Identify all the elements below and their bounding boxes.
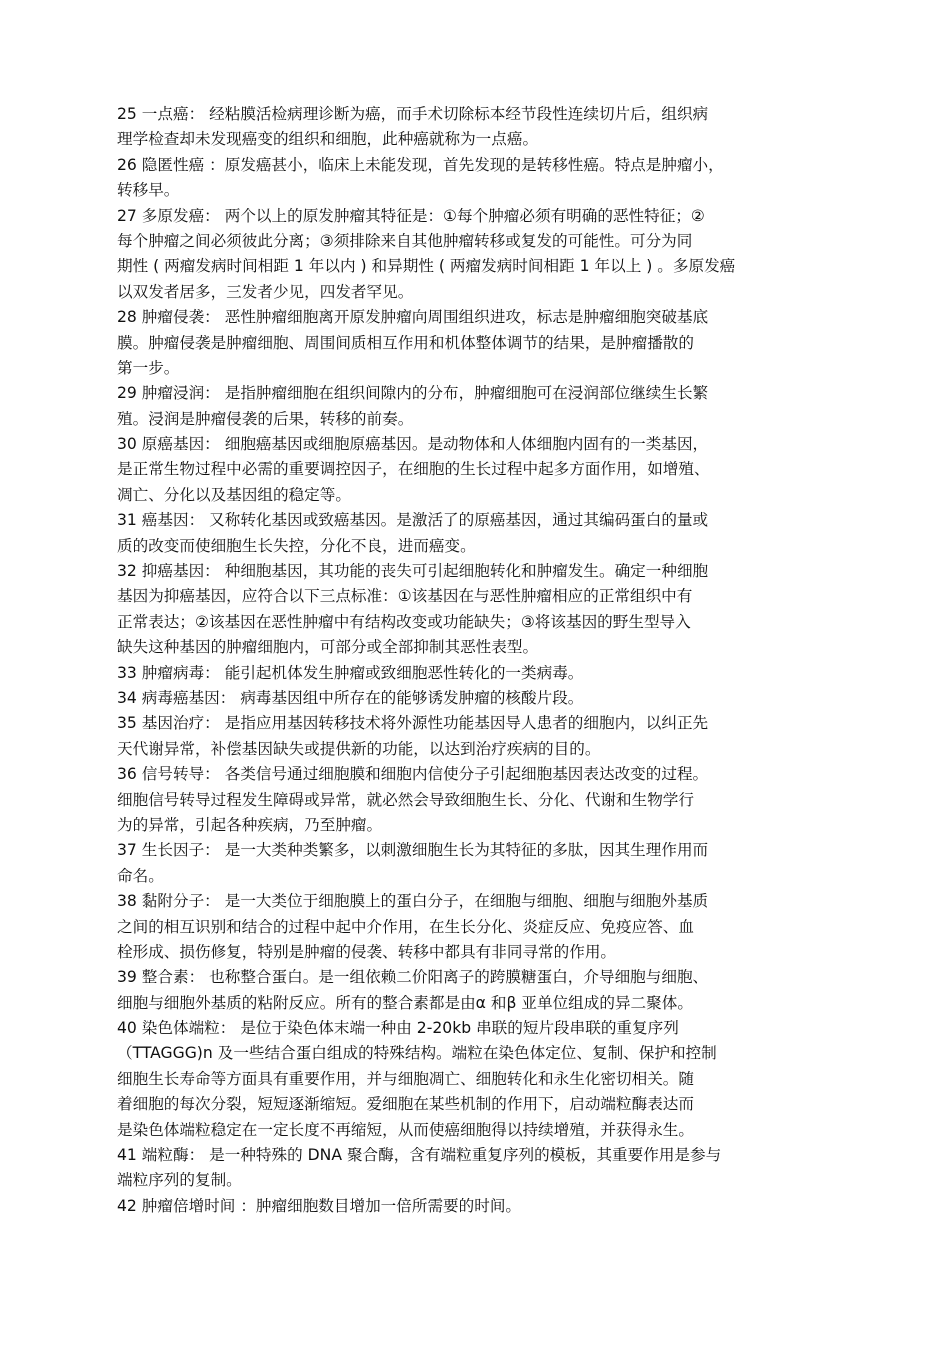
document-body [117, 102, 827, 1219]
text-line: 第一步。 [117, 358, 180, 377]
text-line: 殖。浸润是肿瘤侵袭的后果，转移的前奏。 [117, 409, 414, 428]
text-line: 天代谢异常，补偿基因缺失或提供新的功能，以达到治疗疾病的目的。 [117, 739, 601, 758]
text-line: 是正常生物过程中必需的重要调控因子，在细胞的生长过程中起多方面作用，如增殖、 [117, 460, 710, 479]
text-line: 细胞与细胞外基质的粘附反应。所有的整合素都是由α 和β 亚单位组成的异二聚体。 [117, 993, 693, 1012]
text-line: 35 基因治疗： 是指应用基因转移技术将外源性功能基因导人患者的细胞内，以纠正先 [117, 714, 709, 733]
text-line: 是染色体端粒稳定在一定长度不再缩短，从而使癌细胞得以持续增殖，并获得永生。 [117, 1120, 694, 1139]
text-line: 膜。肿瘤侵袭是肿瘤细胞、周围间质相互作用和机体整体调节的结果，是肿瘤播散的 [117, 333, 694, 352]
text-line: 33 肿瘤病毒： 能引起机体发生肿瘤或致细胞恶性转化的一类病毒。 [117, 663, 584, 682]
text-line: 凋亡、分化以及基因组的稳定等。 [117, 485, 351, 504]
text-line: 每个肿瘤之间必须彼此分离；③须排除来自其他肿瘤转移或复发的可能性。可分为同 [117, 231, 693, 250]
text-line: 质的改变而使细胞生长失控，分化不良，进而癌变。 [117, 536, 476, 555]
text-line: 为的异常，引起各种疾病，乃至肿瘤。 [117, 815, 383, 834]
text-line: 34 病毒癌基因： 病毒基因组中所存在的能够诱发肿瘤的核酸片段。 [117, 688, 584, 707]
text-line: 转移早。 [117, 181, 180, 200]
text-line: 以双发者居多，三发者少见，四发者罕见。 [117, 282, 414, 301]
text-line: 31 癌基因： 又称转化基因或致癌基因。是激活了的原癌基因，通过其编码蛋白的量或 [117, 511, 709, 530]
text-line: 正常表达；②该基因在恶性肿瘤中有结构改变或功能缺失；③将该基因的野生型导入 [117, 612, 691, 631]
text-line: 细胞生长寿命等方面具有重要作用，并与细胞凋亡、细胞转化和永生化密切相关。随 [117, 1069, 694, 1088]
text-line: 之间的相互识别和结合的过程中起中介作用，在生长分化、炎症反应、免疫应答、血 [117, 917, 694, 936]
text-line: 29 肿瘤浸润： 是指肿瘤细胞在组织间隙内的分布，肿瘤细胞可在浸润部位继续生长繁 [117, 384, 709, 403]
text-line: 细胞信号转导过程发生障碍或异常，就必然会导致细胞生长、分化、代谢和生物学行 [117, 790, 694, 809]
text-line: 42 肿瘤倍增时间 ：肿瘤细胞数目增加一倍所需要的时间。 [117, 1196, 522, 1215]
text-line: 基因为抑癌基因，应符合以下三点标准：①该基因在与恶性肿瘤相应的正常组织中有 [117, 587, 693, 606]
text-line: 26 隐匿性癌 ：原发癌甚小，临床上未能发现，首先发现的是转移性癌。特点是肿瘤小， [117, 155, 724, 174]
text-line: 命名。 [117, 866, 164, 885]
text-line: 27 多原发癌： 两个以上的原发肿瘤其特征是：①每个肿瘤必须有明确的恶性特征；② [117, 206, 705, 225]
text-line: 41 端粒酶： 是一种特殊的 DNA 聚合酶，含有端粒重复序列的模板，其重要作用是参与 [117, 1146, 722, 1165]
text-line: 端粒序列的复制。 [117, 1171, 242, 1190]
text-line: 缺失这种基因的肿瘤细胞内，可部分或全部抑制其恶性表型。 [117, 638, 539, 657]
text-line: 理学检查却未发现癌变的组织和细胞，此种癌就称为一点癌。 [117, 130, 539, 149]
text-line: 30 原癌基因： 细胞癌基因或细胞原癌基因。是动物体和人体细胞内固有的一类基因， [117, 435, 709, 454]
text-line: （TTAGGG)n 及一些结合蛋白组成的特殊结构。端粒在染色体定位、复制、保护和控制 [117, 1044, 717, 1063]
text-line: 40 染色体端粒： 是位于染色体末端一种由 2-20kb 串联的短片段串联的重复序列 [117, 1019, 679, 1038]
text-line: 着细胞的每次分裂，短短逐渐缩短。爱细胞在某些机制的作用下，启动端粒酶表达而 [117, 1095, 694, 1114]
text-line: 37 生长因子： 是一大类种类繁多，以刺激细胞生长为其特征的多肽，因其生理作用而 [117, 841, 709, 860]
text-line: 栓形成、损伤修复，特别是肿瘤的侵袭、转移中都具有非同寻常的作用。 [117, 942, 617, 961]
text-line: 38 黏附分子： 是一大类位于细胞膜上的蛋白分子，在细胞与细胞、细胞与细胞外基质 [117, 892, 709, 911]
text-line: 25 一点癌： 经粘膜活检病理诊断为癌，而手术切除标本经节段性连续切片后，组织病 [117, 105, 709, 123]
text-line: 32 抑癌基因： 种细胞基因，其功能的丧失可引起细胞转化和肿瘤发生。确定一种细胞 [117, 562, 709, 581]
text-line: 39 整合素： 也称整合蛋白。是一组依赖二价阳离子的跨膜糖蛋白，介导细胞与细胞、 [117, 968, 709, 987]
text-line: 28 肿瘤侵袭： 恶性肿瘤细胞离开原发肿瘤向周围组织进攻，标志是肿瘤细胞突破基底 [117, 308, 709, 327]
text-line: 36 信号转导： 各类信号通过细胞膜和细胞内信使分子引起细胞基因表达改变的过程。 [117, 765, 709, 784]
text-line: 期性 ( 两瘤发病时间相距 1 年以内 ) 和异期性 ( 两瘤发病时间相距 1 年以上 ) 。多原发癌 [117, 257, 736, 276]
